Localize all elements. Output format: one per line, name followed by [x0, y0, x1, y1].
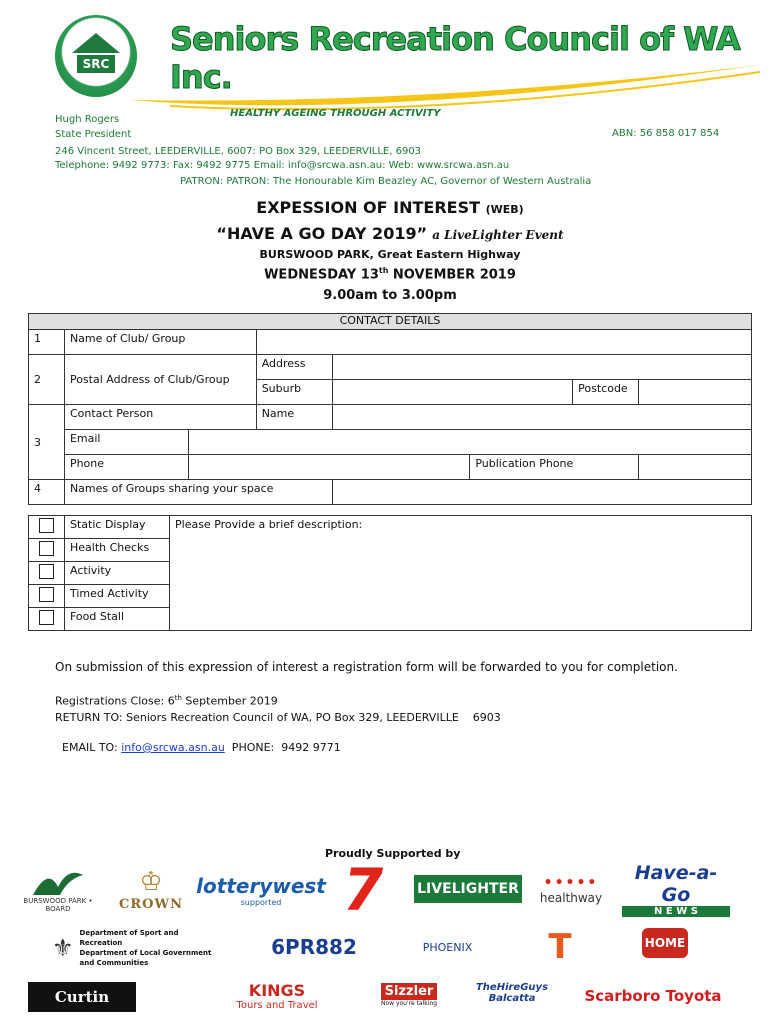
org-title: Seniors Recreation Council of WA Inc. [170, 20, 740, 96]
supported-by: Proudly Supported by [325, 847, 461, 860]
close-sup: th [174, 694, 182, 702]
curtin-logo: Curtin [28, 982, 136, 1012]
date-post: NOVEMBER 2019 [388, 267, 516, 283]
healthway-text: healthway [539, 891, 603, 905]
publication-phone-label: Publication Phone [470, 455, 639, 480]
postcode-label: Postcode [573, 380, 639, 405]
return-to: RETURN TO: Seniors Recreation Council of WA, PO Box 329, LEEDERVILLE 6903 [55, 711, 501, 724]
address-label: Address [256, 355, 332, 380]
haveago-news: N E W S [622, 906, 730, 917]
email-to-label: EMAIL TO: [62, 741, 122, 754]
hireguys-sub: Balcatta [488, 993, 536, 1004]
activity-table [28, 515, 752, 631]
activity-option: Timed Activity [65, 585, 170, 608]
activity-option: Food Stall [65, 608, 170, 631]
event-sub: a LiveLighter Event [432, 228, 564, 242]
checkbox[interactable] [39, 541, 54, 556]
patron: PATRON: PATRON: The Honourable Kim Beazley AC, Governor of Western Australia [180, 176, 592, 187]
phone-text: PHONE: 9492 9771 [224, 741, 341, 754]
date-sup: th [378, 266, 389, 275]
event-time: 9.00am to 3.00pm [323, 288, 457, 303]
home-logo: HOME [642, 928, 688, 958]
hireguys-logo [470, 972, 554, 1014]
suburb-field[interactable] [332, 380, 573, 405]
sizzler-logo [377, 976, 441, 1014]
email-to [55, 728, 341, 754]
phoenix-logo: PHOENIX [422, 940, 473, 954]
checkbox[interactable] [39, 587, 54, 602]
club-name-field[interactable] [256, 330, 751, 355]
contact-details-table [28, 313, 752, 505]
activity-option: Static Display [65, 516, 170, 539]
logo-roof-icon [72, 33, 120, 53]
row-number: 2 [29, 355, 65, 405]
event-name: “HAVE A GO DAY 2019” [216, 224, 428, 243]
burswood-logo [22, 862, 94, 917]
crown-icon: ♔ [139, 867, 163, 897]
postcode-field[interactable] [639, 380, 752, 405]
close-post: September 2019 [181, 694, 278, 708]
checkbox-cell[interactable] [29, 585, 65, 608]
email-field[interactable] [188, 430, 751, 455]
livelighter-logo: LIVELIGHTER [414, 875, 522, 903]
crown-text: CROWN [119, 897, 183, 912]
checkbox-cell[interactable] [29, 562, 65, 585]
burswood-text: BURSWOOD PARK • BOARD [23, 896, 93, 913]
phone-field[interactable] [188, 455, 470, 480]
suburb-label: Suburb [256, 380, 332, 405]
heading-line1-suffix: (WEB) [485, 203, 524, 216]
tagline: HEALTHY AGEING THROUGH ACTIVITY [230, 108, 441, 119]
postal-address-label: Postal Address of Club/Group [64, 355, 256, 405]
kings-sub: Tours and Travel [236, 1000, 318, 1011]
haveago-logo [622, 861, 730, 917]
crest-icon: ⚜ [52, 934, 74, 962]
description-field[interactable] [170, 516, 752, 631]
org-address: 246 Vincent Street, LEEDERVILLE, 6007: PO Box 329, LEEDERVILLE, 6903 [55, 146, 422, 157]
contact-person-label: Contact Person [64, 405, 256, 430]
bird-icon [28, 867, 88, 897]
seven-logo: 7 [342, 856, 384, 924]
checkbox[interactable] [39, 518, 54, 533]
logo-text: SRC [77, 55, 115, 73]
lotterywest-logo [196, 866, 326, 914]
checkbox[interactable] [39, 564, 54, 579]
name-label: Name [256, 405, 332, 430]
address-field[interactable] [332, 355, 751, 380]
hireguys-text: TheHireGuys [475, 982, 549, 993]
row-number: 3 [29, 405, 65, 480]
6pr-logo: 6PR882 [271, 935, 357, 959]
sizzler-text: Sizzler [381, 983, 438, 1000]
event-date [0, 266, 770, 282]
checkbox-cell[interactable] [29, 608, 65, 631]
lotterywest-text: lotterywest [196, 873, 326, 898]
president-title: State President [55, 129, 132, 140]
club-name-label: Name of Club/ Group [64, 330, 256, 355]
abn: ABN: 56 858 017 854 [612, 128, 720, 139]
description-label: Please Provide a brief description: [175, 518, 363, 531]
haveago-text: Have-a-Go [634, 861, 718, 906]
row-number: 1 [29, 330, 65, 355]
date-pre: WEDNESDAY 13 [264, 267, 379, 283]
kings-text: KINGS [248, 981, 306, 1000]
dots-icon: ••••• [543, 875, 599, 891]
dept-local-text: Department of Local Government and Communities [79, 949, 212, 967]
activity-option: Activity [65, 562, 170, 585]
checkbox[interactable] [39, 610, 54, 625]
lotterywest-sub: supported [240, 897, 282, 907]
publication-phone-field[interactable] [639, 455, 752, 480]
phone-label: Phone [64, 455, 188, 480]
event-title [0, 224, 770, 243]
form-heading [0, 198, 770, 217]
email-label: Email [64, 430, 188, 455]
kings-logo [226, 978, 328, 1014]
telstra-logo: T [548, 927, 572, 967]
org-contact: Telephone: 9492 9773: Fax: 9492 9775 Email: info@srcwa.asn.au: Web: www.srcwa.asn.au [55, 160, 510, 171]
checkbox-cell[interactable] [29, 539, 65, 562]
healthway-logo [536, 868, 606, 912]
dept-sport-text: Department of Sport and Recreation [79, 929, 179, 947]
email-link[interactable]: info@srcwa.asn.au [121, 741, 225, 754]
sharing-field[interactable] [332, 480, 751, 505]
checkbox-cell[interactable] [29, 516, 65, 539]
close-pre: Registrations Close: 6 [55, 694, 175, 708]
venue: BURSWOOD PARK, Great Eastern Highway [259, 248, 521, 261]
heading-line1: EXPESSION OF INTEREST [256, 198, 481, 217]
src-logo [55, 15, 137, 97]
sizzler-sub: Now you're talking [380, 1000, 438, 1007]
president-name: Hugh Rogers [55, 114, 120, 125]
row-number: 4 [29, 480, 65, 505]
sharing-label: Names of Groups sharing your space [64, 480, 332, 505]
submission-note: On submission of this expression of interest a registration form will be forwarded to you for completion. [55, 660, 678, 674]
crown-logo [112, 862, 190, 917]
activity-option: Health Checks [65, 539, 170, 562]
wa-government-logo [52, 928, 222, 968]
registrations-close [55, 694, 278, 708]
name-field[interactable] [332, 405, 751, 430]
section-title: CONTACT DETAILS [29, 314, 752, 330]
swoosh-decoration [130, 60, 760, 115]
scarboro-toyota-logo: Scarboro Toyota [584, 987, 722, 1005]
